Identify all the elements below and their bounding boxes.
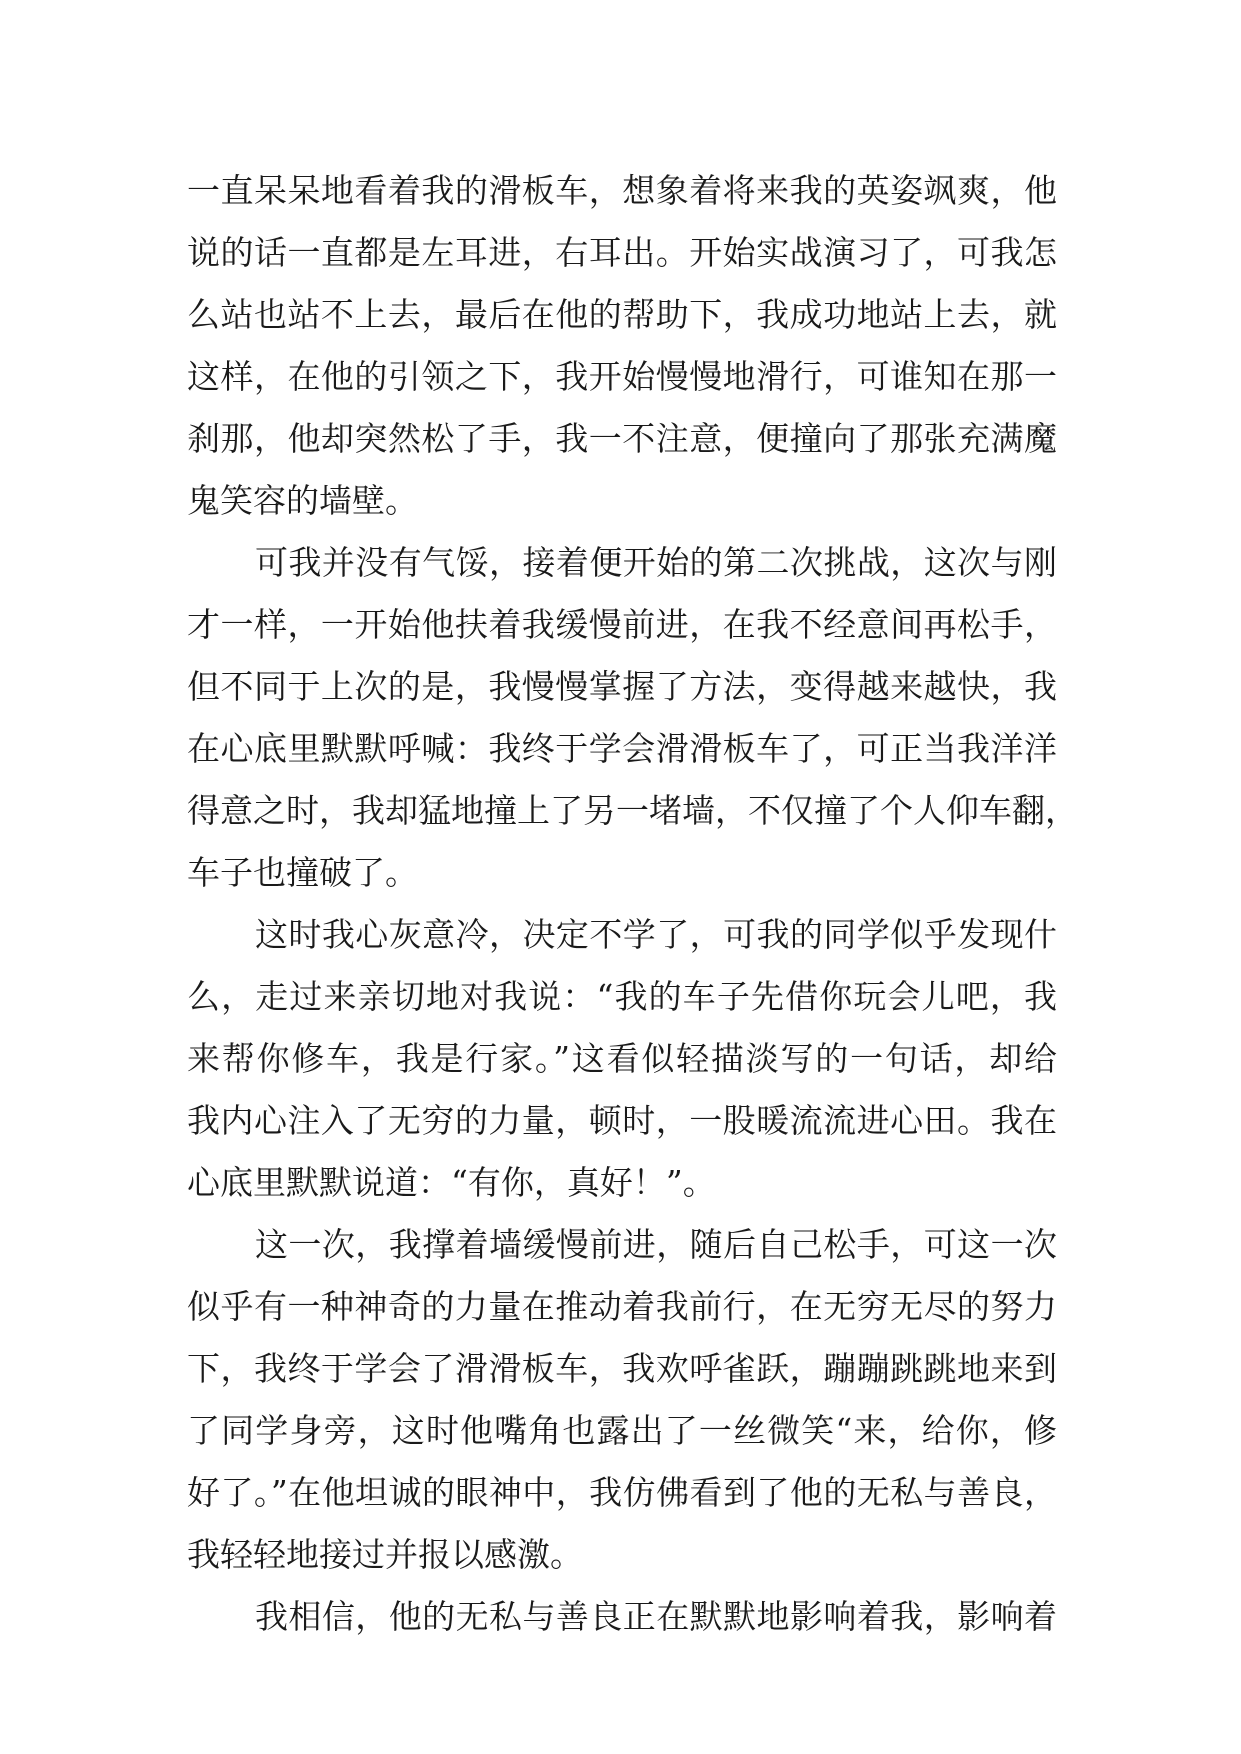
text-line: 车子也撞破了。 — [187, 853, 418, 892]
text-line: 似乎有一种神奇的力量在推动着我前行，在无穷无尽的努力 — [187, 1287, 1057, 1326]
text-line: 了同学身旁，这时他嘴角也露出了一丝微笑“来，给你，修 — [187, 1411, 1057, 1450]
text-line: 下，我终于学会了滑滑板车，我欢呼雀跃，蹦蹦跳跳地来到 — [187, 1349, 1057, 1388]
text-line: 心底里默默说道：“有你，真好！”。 — [187, 1163, 716, 1202]
text-line: 这一次，我撑着墙缓慢前进，随后自己松手，可这一次 — [255, 1225, 1057, 1264]
text-line: 我相信，他的无私与善良正在默默地影响着我，影响着 — [255, 1597, 1057, 1636]
text-line: 这时我心灰意冷，决定不学了，可我的同学似乎发现什 — [255, 915, 1057, 954]
text-line: 我轻轻地接过并报以感激。 — [187, 1535, 583, 1574]
text-line: 我内心注入了无穷的力量，顿时，一股暖流流进心田。我在 — [187, 1101, 1057, 1140]
text-line: 刹那，他却突然松了手，我一不注意，便撞向了那张充满魔 — [187, 419, 1057, 458]
text-line: 才一样，一开始他扶着我缓慢前进，在我不经意间再松手， — [187, 605, 1057, 644]
text-line: 好了。”在他坦诚的眼神中，我仿佛看到了他的无私与善良， — [187, 1473, 1057, 1512]
text-line: 在心底里默默呼喊：我终于学会滑滑板车了，可正当我洋洋 — [187, 729, 1057, 768]
text-line: 说的话一直都是左耳进，右耳出。开始实战演习了，可我怎 — [187, 233, 1057, 272]
text-line: 这样，在他的引领之下，我开始慢慢地滑行，可谁知在那一 — [187, 357, 1057, 396]
text-line: 鬼笑容的墙壁。 — [187, 481, 418, 520]
text-line: 么站也站不上去，最后在他的帮助下，我成功地站上去，就 — [187, 295, 1057, 334]
essay-body — [187, 160, 1078, 1648]
text-line: 但不同于上次的是，我慢慢掌握了方法，变得越来越快，我 — [187, 667, 1057, 706]
text-line: 来帮你修车，我是行家。”这看似轻描淡写的一句话，却给 — [187, 1039, 1057, 1078]
text-line: 得意之时，我却猛地撞上了另一堵墙，不仅撞了个人仰车翻， — [187, 791, 1078, 830]
text-line: 可我并没有气馁，接着便开始的第二次挑战，这次与刚 — [255, 543, 1057, 582]
text-line: 么，走过来亲切地对我说：“我的车子先借你玩会儿吧，我 — [187, 977, 1057, 1016]
text-line: 一直呆呆地看着我的滑板车，想象着将来我的英姿飒爽，他 — [187, 171, 1057, 210]
